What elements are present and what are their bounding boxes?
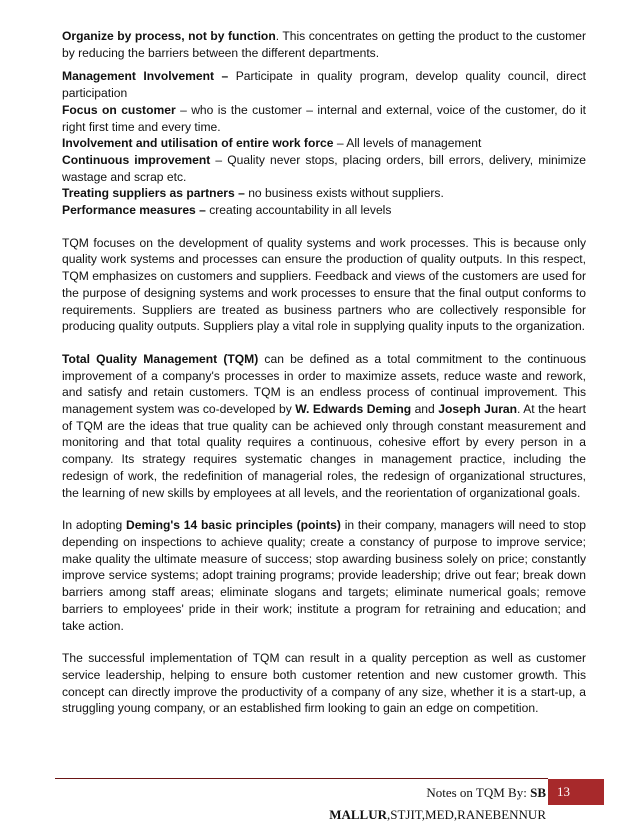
footer-author: SB MALLUR: [329, 785, 546, 822]
principle-text: – Quality never stops, placing orders, bill errors, delivery, minimize wastage and scrap etc.: [62, 152, 586, 184]
footer-divider: [55, 778, 548, 779]
principle-item: [62, 135, 586, 152]
tqm-definition-text: can be defined as a total commitment to the continuous improvement of a company's processes in order to maximize assets, reduce waste and rework, and satisfy and retain customers. TQM is an endless process of continual improvement. This management system was co-developed by: [62, 351, 586, 417]
deming-principles-term: Deming's 14 basic principles (points): [126, 518, 341, 533]
principle-heading: Performance measures –: [62, 203, 206, 218]
principle-text: no business exists without suppliers.: [244, 186, 444, 201]
deming-principles-paragraph: [62, 517, 586, 634]
tqm-focus-paragraph: TQM focuses on the development of quality systems and work processes. This is because only quality work systems and processes can ensure the production of quality outputs. In this respect, TQM emphasizes on customers and suppliers. Feedback and views of the customers are used for the purpose of designing systems and work processes to ensure that the final output conforms to requirements. Suppliers are treated as business partners who are collectively responsible for producing quality outputs. Suppliers play a vital role in supplying quality inputs to the organization.: [62, 235, 586, 334]
principle-item: [62, 152, 586, 185]
juran-name: Joseph Juran: [438, 402, 518, 417]
deming-principles-text: in their company, managers will need to stop depending on inspections to achieve quality; create a constancy of purpose to improve service; make quality the ultimate measure of success; stop awarding business solely on price; constantly improve service systems; adopt training programs; provide leadership; drive out fear; break down barriers among staff areas; eliminate slogans and targets; eliminate numerical goals; remove barriers to employees' pride in their work; institute a program for retraining and education; and take action.: [62, 518, 586, 633]
principle-heading: Treating suppliers as partners –: [62, 186, 245, 201]
intro-paragraph: [62, 28, 586, 61]
deming-name: W. Edwards Deming: [295, 402, 412, 417]
principle-text: – All levels of management: [333, 136, 482, 151]
page-footer: [210, 782, 546, 822]
adopting-text: In adopting: [62, 518, 127, 533]
page-number: 13: [548, 779, 604, 805]
principle-text: Participate in quality program, develop quality council, direct participation: [62, 69, 587, 101]
tqm-definition-paragraph: [62, 351, 586, 501]
tqm-term: Total Quality Management (TQM): [62, 351, 259, 366]
page-body: [62, 28, 586, 717]
principle-heading: Management Involvement –: [62, 69, 229, 84]
footer-prefix: Notes on TQM By:: [426, 785, 531, 800]
principle-item: [62, 202, 586, 219]
principle-text: creating accountability in all levels: [205, 203, 392, 218]
intro-text: . This concentrates on getting the product to the customer by reducing the barriers between the different departments.: [62, 29, 586, 60]
principle-item: [62, 185, 586, 202]
principles-list: [62, 68, 586, 218]
principle-item: [62, 68, 586, 101]
implementation-paragraph: The successful implementation of TQM can result in a quality perception as well as customer service leadership, helping to ensure both customer retention and new customer growth. This concept can directly improve the productivity of a company of any size, whether it is a start-up, a struggling young company, or an established firm looking to gain an edge on competition.: [62, 651, 586, 716]
footer-affiliation: ,STJIT,MED,RANEBENNUR: [386, 807, 546, 822]
principle-text: – who is the customer – internal and external, voice of the customer, do it right first time and every time.: [62, 102, 586, 134]
conjunction-text: and: [411, 402, 439, 417]
principle-heading: Continuous improvement: [62, 152, 211, 167]
principle-heading: Focus on customer: [62, 102, 176, 117]
principle-heading: Involvement and utilisation of entire work force: [62, 136, 334, 151]
principle-item: [62, 102, 586, 135]
tqm-heart-text: . At the heart of TQM are the ideas that true quality can be achieved only through constant measurement and monitoring and that total quality requires a continuous, cohesive effort by every person in a company. Its strategy requires systematic changes in management practice, including the redesign of work, the redefinition of managerial roles, the redesign of organizational structures, the learning of new skills by employees at all levels, and the reorientation of organizational goals.: [62, 402, 586, 500]
intro-heading: Organize by process, not by function: [62, 29, 276, 43]
